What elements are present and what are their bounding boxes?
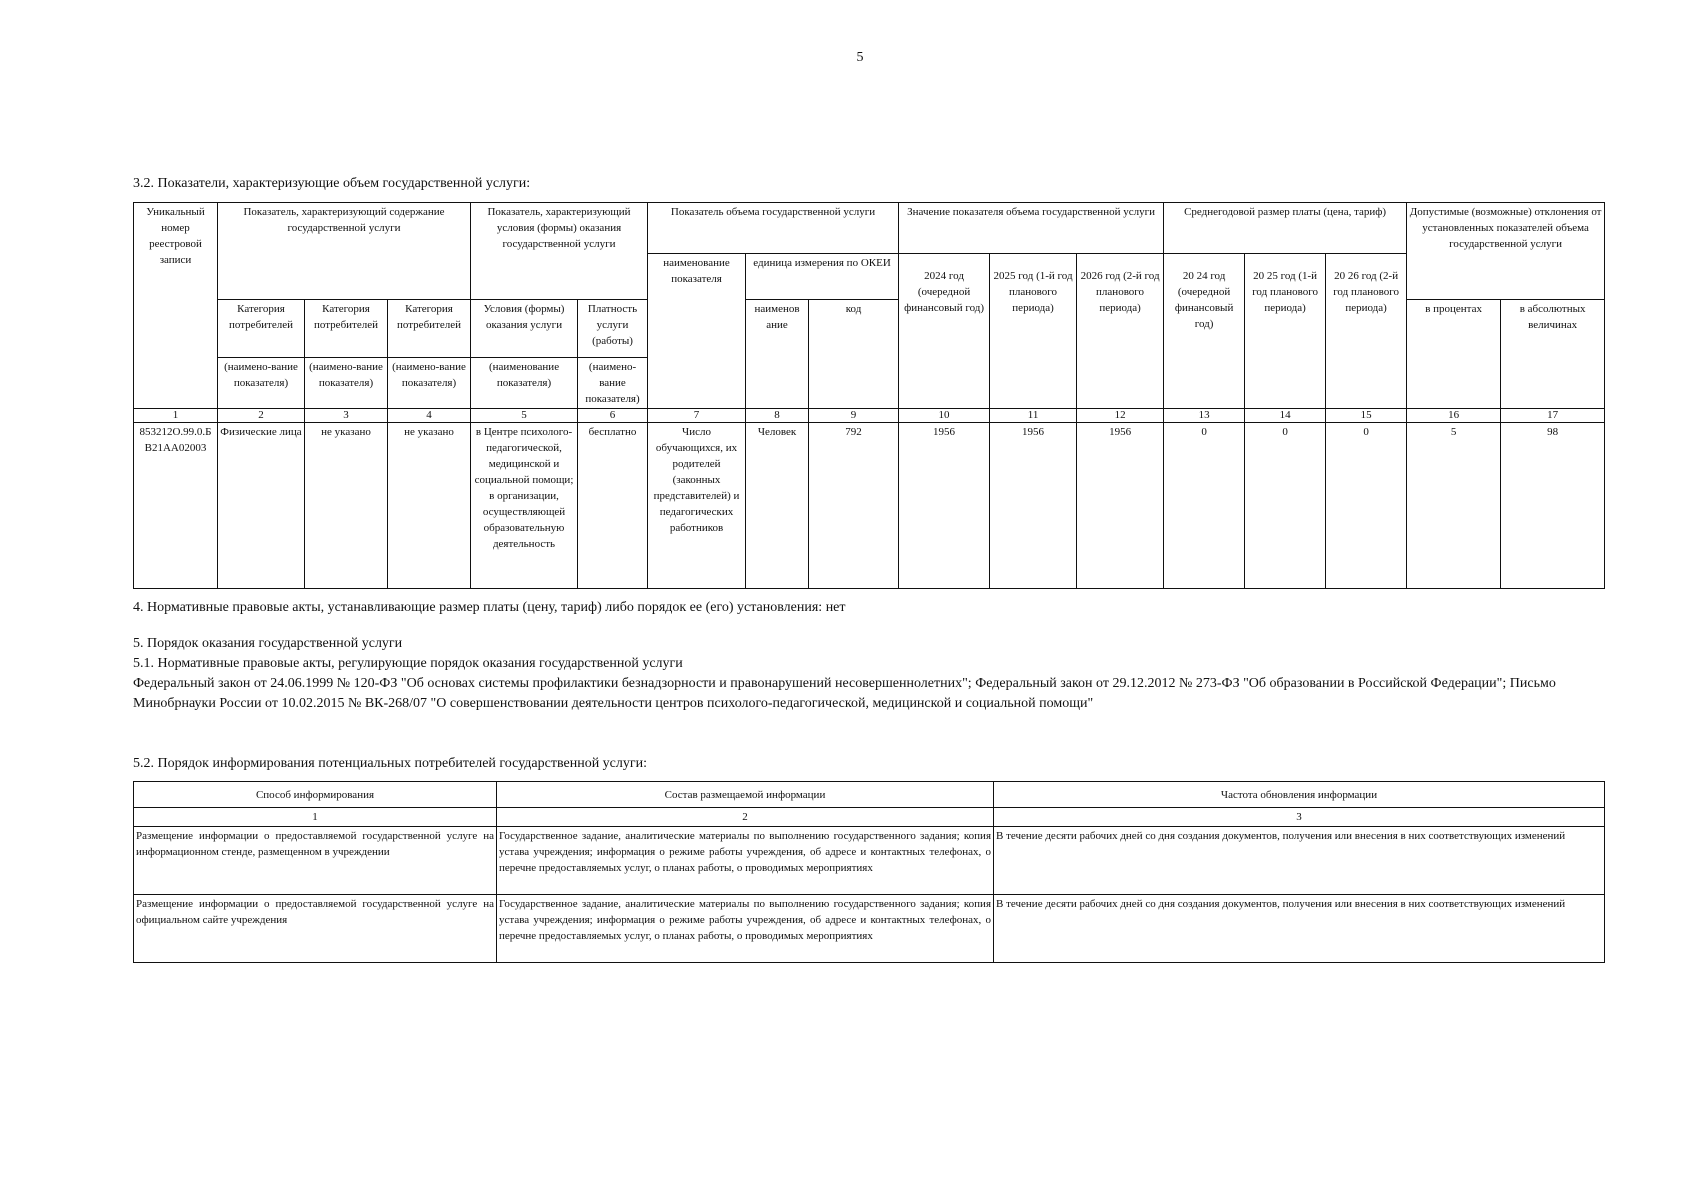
section-4-text: 4. Нормативные правовые акты, устанавливающие размер платы (цену, тариф) либо порядок ее (его) установления: нет xyxy=(133,600,846,615)
col-num-17: 17 xyxy=(1501,408,1605,422)
header-payment: Платность услуги (работы) xyxy=(578,299,648,357)
header-unit-name: наименов ание xyxy=(746,299,809,408)
col-num-14: 14 xyxy=(1245,408,1326,422)
col-num-4: 4 xyxy=(388,408,471,422)
col-num-2: 2 xyxy=(497,808,994,827)
col-num-6: 6 xyxy=(578,408,648,422)
header-fee-2026: 20 26 год (2-й год планового периода) xyxy=(1326,253,1407,408)
col-num-8: 8 xyxy=(746,408,809,422)
cell-method: Размещение информации о предоставляемой государственной услуге на информационном стенде, размещенном в учреждении xyxy=(134,827,497,895)
section-5-1-title: 5.1. Нормативные правовые акты, регулирующие порядок оказания государственной услуги xyxy=(133,656,683,671)
col-num-1: 1 xyxy=(134,808,497,827)
cell-frequency: В течение десяти рабочих дней со дня создания документов, получения или внесения в них соответствующих изменений xyxy=(994,827,1605,895)
cell-category-2: не указано xyxy=(305,422,388,588)
header-subname-3: (наимено-вание показателя) xyxy=(305,357,388,408)
cell-payment: бесплатно xyxy=(578,422,648,588)
header-subname-2: (наимено-вание показателя) xyxy=(218,357,305,408)
col-num-3: 3 xyxy=(994,808,1605,827)
header-subname-6: (наимено-вание показателя) xyxy=(578,357,648,408)
page-number: 5 xyxy=(856,50,864,65)
cell-indicator-name: Число обучающихся, их родителей (законных представителей) и педагогических работников xyxy=(648,422,746,588)
cell-registry-number: 853212О.99.0.БВ21АА02003 xyxy=(134,422,218,588)
cell-unit-name: Человек xyxy=(746,422,809,588)
table-row xyxy=(134,422,1605,588)
header-content-indicator: Показатель, характеризующий содержание государственной услуги xyxy=(218,203,471,254)
table-row xyxy=(134,895,1605,963)
header-conditions-indicator: Показатель, характеризующий условия (формы) оказания государственной услуги xyxy=(471,203,648,254)
cell-code: 792 xyxy=(809,422,899,588)
cell-dev-absolute: 98 xyxy=(1501,422,1605,588)
header-fee-2025: 20 25 год (1-й год планового периода) xyxy=(1245,253,1326,408)
col-num-5: 5 xyxy=(471,408,578,422)
col-num-13: 13 xyxy=(1164,408,1245,422)
cell-fee-2025: 0 xyxy=(1245,422,1326,588)
header-content-spacer xyxy=(218,253,471,299)
header-method: Способ информирования xyxy=(134,782,497,808)
cell-content: Государственное задание, аналитические материалы по выполнению государственного задания; копия устава учреждения; информация о режиме работы учреждения, об адресе и контактных телефонах, о перечне предоставляемых услуг, о планах работы, о проводимых мероприятиях xyxy=(497,895,994,963)
volume-indicators-table xyxy=(133,202,1605,589)
section-5-2-title: 5.2. Порядок информирования потенциальных потребителей государственной услуги: xyxy=(133,756,648,771)
cell-fee-2024: 0 xyxy=(1164,422,1245,588)
section-5-1-acts: Федеральный закон от 24.06.1999 № 120-ФЗ "Об основах системы профилактики безнадзорности и правонарушений несовершеннолетних"; Федеральный закон от 29.12.2012 № 273-ФЗ "Об образовании в Российской Федерации"; Письмо Минобрнауки России от 10.02.2015 № ВК-268/07 "О совершенствовании деятельности центров психолого-педагогической, медицинской и социальной помощи" xyxy=(133,676,1556,711)
header-content: Состав размещаемой информации xyxy=(497,782,994,808)
header-category-3: Категория потребителей xyxy=(388,299,471,357)
col-num-11: 11 xyxy=(990,408,1077,422)
cell-frequency: В течение десяти рабочих дней со дня создания документов, получения или внесения в них соответствующих изменений xyxy=(994,895,1605,963)
cell-category-1: Физические лица xyxy=(218,422,305,588)
col-num-12: 12 xyxy=(1077,408,1164,422)
cell-fee-2026: 0 xyxy=(1326,422,1407,588)
header-subname-4: (наимено-вание показателя) xyxy=(388,357,471,408)
header-subname-5: (наименование показателя) xyxy=(471,357,578,408)
header-unique-number: Уникальный номер реестровой записи xyxy=(134,203,218,409)
header-volume-indicator: Показатель объема государственной услуги xyxy=(648,203,899,254)
col-num-9: 9 xyxy=(809,408,899,422)
cell-dev-percent: 5 xyxy=(1407,422,1501,588)
col-num-1: 1 xyxy=(134,408,218,422)
header-avg-fee: Среднегодовой размер платы (цена, тариф) xyxy=(1164,203,1407,254)
col-num-10: 10 xyxy=(899,408,990,422)
col-num-3: 3 xyxy=(305,408,388,422)
cell-value-2025: 1956 xyxy=(990,422,1077,588)
col-num-15: 15 xyxy=(1326,408,1407,422)
header-fee-2024: 20 24 год (очередной финансовый год) xyxy=(1164,253,1245,408)
cell-content: Государственное задание, аналитические материалы по выполнению государственного задания; копия устава учреждения; информация о режиме работы учреждения, об адресе и контактных телефонах, о перечне предоставляемых услуг, о планах работы, о проводимых мероприятиях xyxy=(497,827,994,895)
header-category-1: Категория потребителей xyxy=(218,299,305,357)
cell-conditions: в Центре психолого-педагогической, медицинской и социальной помощи; в организации, осуществляющей образовательную деятельность xyxy=(471,422,578,588)
cell-category-3: не указано xyxy=(388,422,471,588)
cell-value-2024: 1956 xyxy=(899,422,990,588)
section-5-title: 5. Порядок оказания государственной услуги xyxy=(133,636,403,651)
information-table xyxy=(133,781,1605,963)
header-indicator-name: наименование показателя xyxy=(648,253,746,408)
cell-value-2026: 1956 xyxy=(1077,422,1164,588)
header-code: код xyxy=(809,299,899,408)
header-year-2024: 2024 год (очередной финансовый год) xyxy=(899,253,990,408)
table-row xyxy=(134,827,1605,895)
header-conditions-spacer xyxy=(471,253,648,299)
header-year-2026: 2026 год (2-й год планового периода) xyxy=(1077,253,1164,408)
col-num-2: 2 xyxy=(218,408,305,422)
header-volume-value: Значение показателя объема государственной услуги xyxy=(899,203,1164,254)
header-year-2025: 2025 год (1-й год планового периода) xyxy=(990,253,1077,408)
header-frequency: Частота обновления информации xyxy=(994,782,1605,808)
header-okei-unit: единица измерения по ОКЕИ xyxy=(746,253,899,299)
section-3-2-title: 3.2. Показатели, характеризующие объем государственной услуги: xyxy=(133,176,531,191)
header-deviations-spacer xyxy=(1407,253,1605,299)
header-category-2: Категория потребителей xyxy=(305,299,388,357)
col-num-16: 16 xyxy=(1407,408,1501,422)
cell-method: Размещение информации о предоставляемой государственной услуге на официальном сайте учреждения xyxy=(134,895,497,963)
header-conditions-forms: Условия (формы) оказания услуги xyxy=(471,299,578,357)
header-deviations: Допустимые (возможные) отклонения от установленных показателей объема государственной услуги xyxy=(1407,203,1605,254)
header-in-percent: в процентах xyxy=(1407,299,1501,408)
col-num-7: 7 xyxy=(648,408,746,422)
header-in-absolute: в абсолютных величинах xyxy=(1501,299,1605,408)
